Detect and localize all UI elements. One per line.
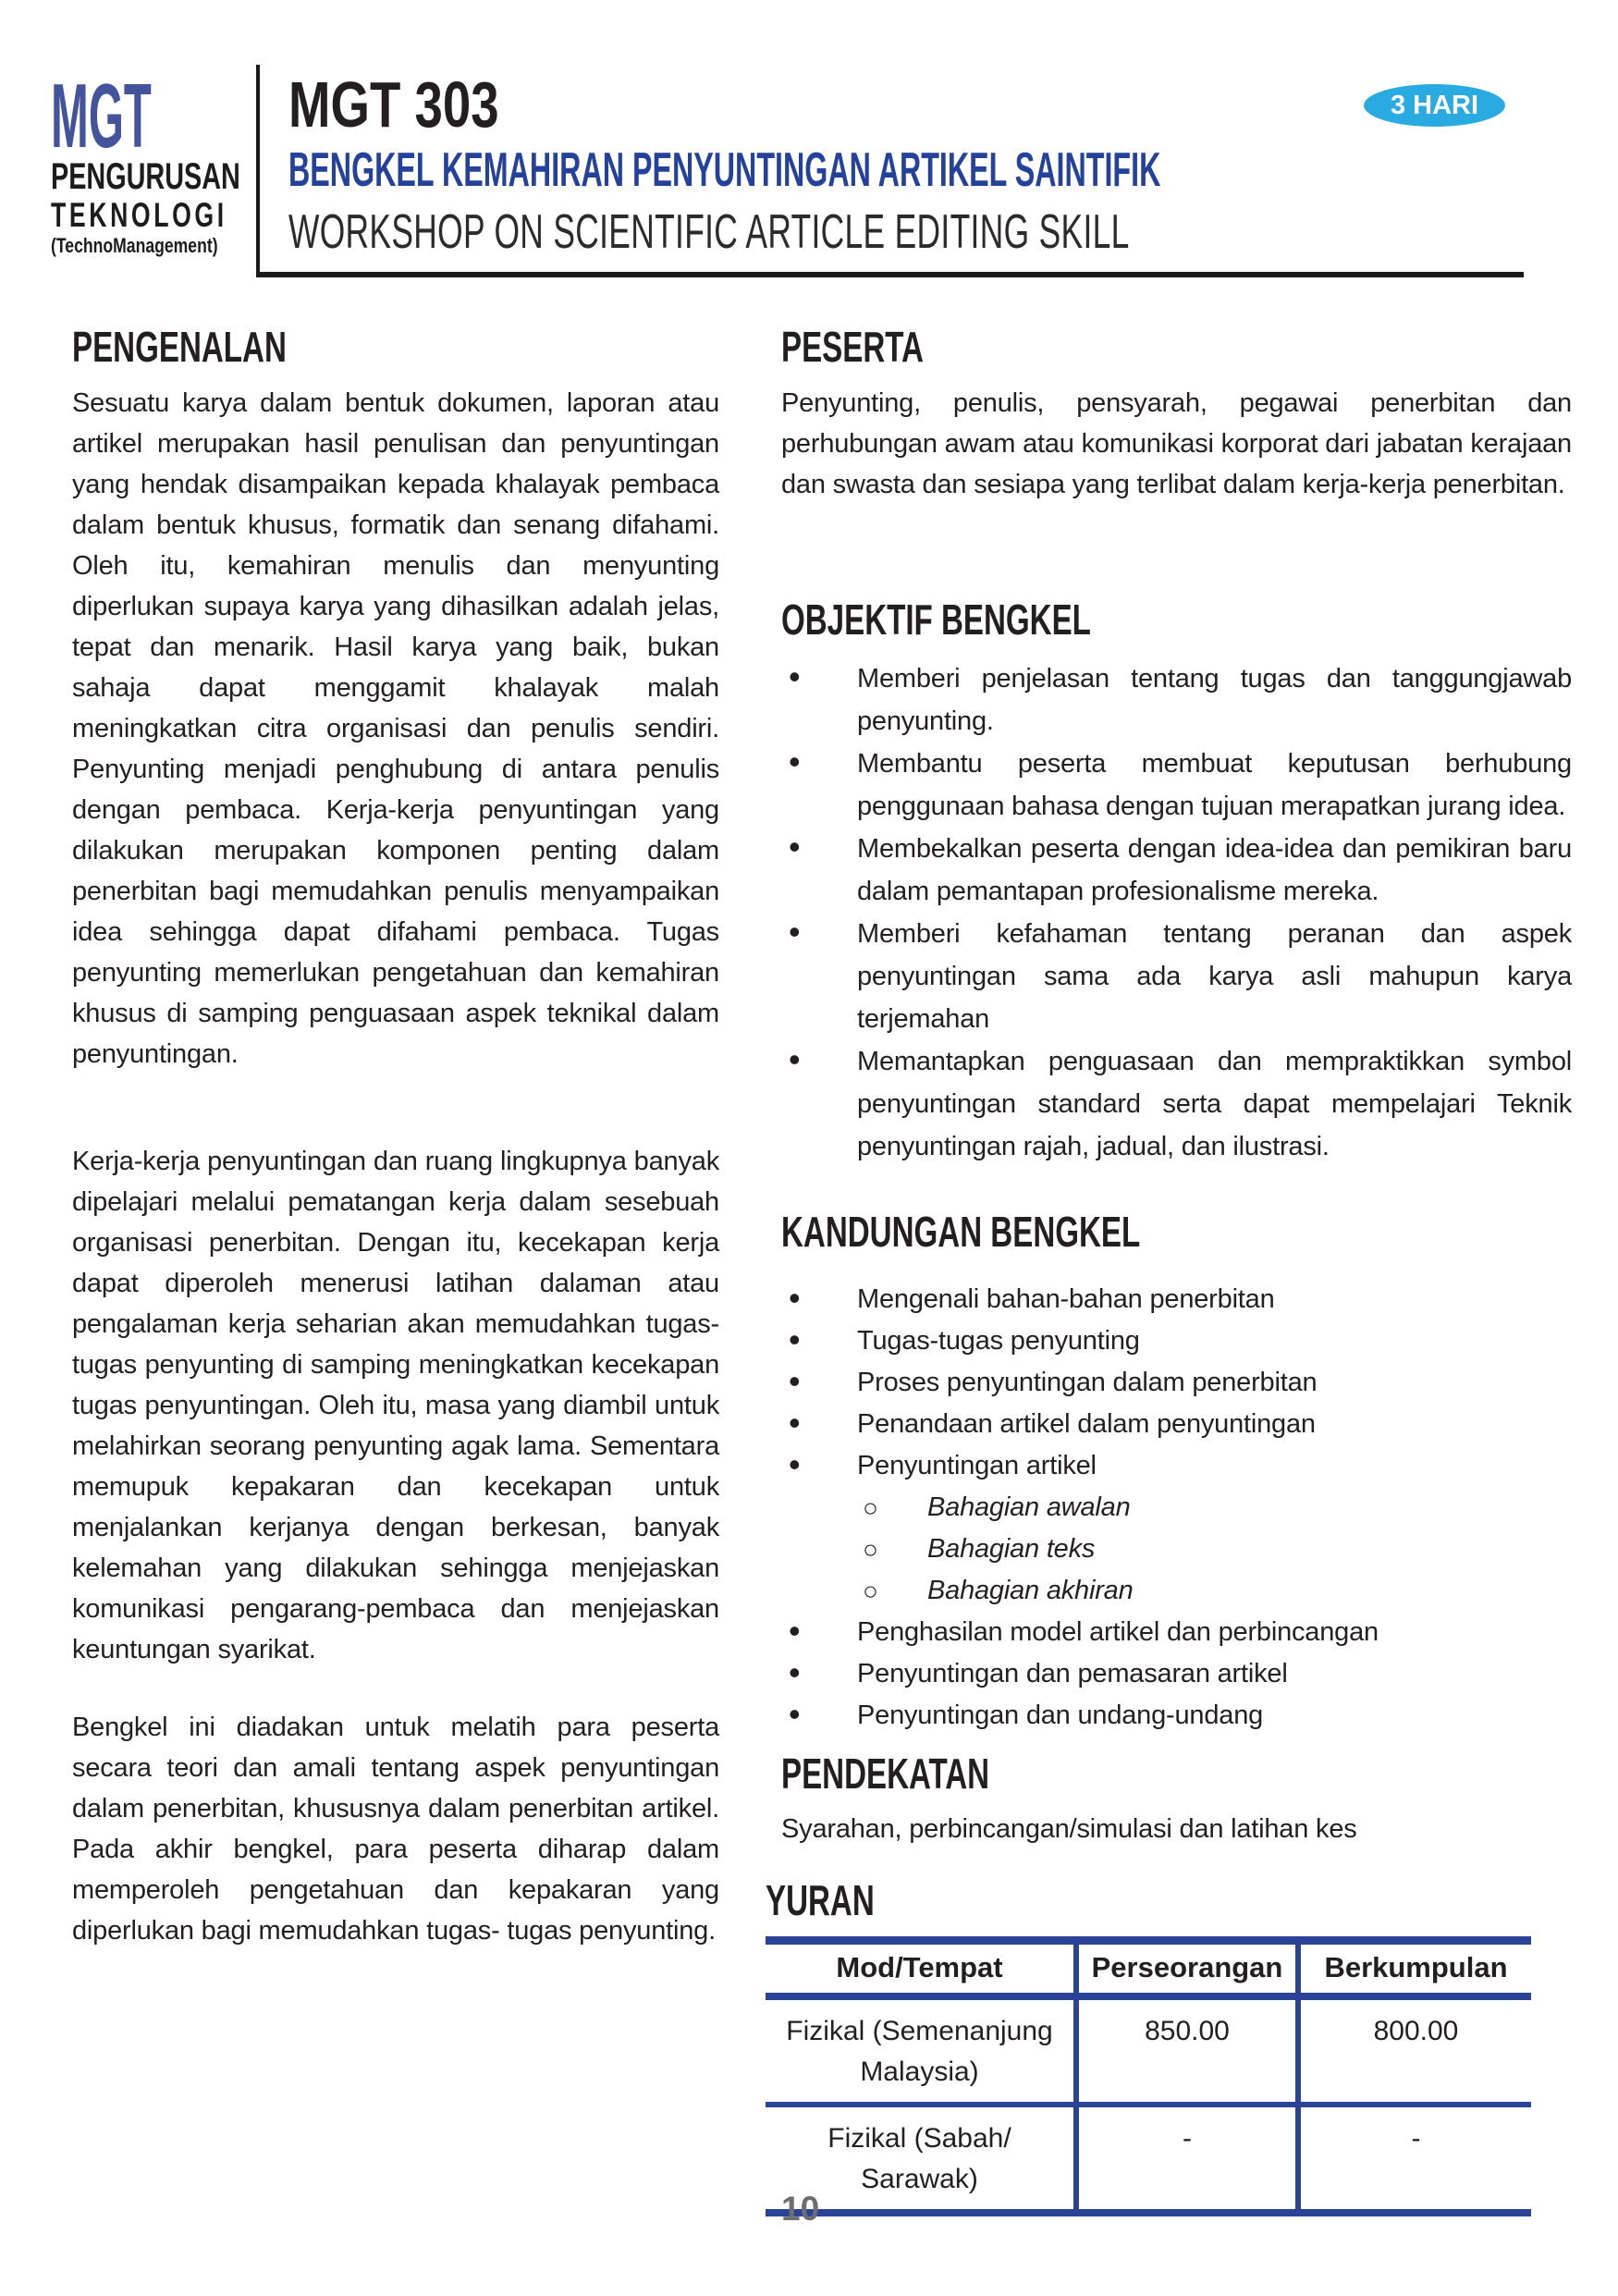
header-horizontal-rule — [256, 272, 1524, 277]
logo-line-pengurusan: PENGURUSAN — [51, 156, 240, 197]
section-peserta — [781, 324, 1572, 505]
bullet-icon: • — [789, 1612, 801, 1650]
kandungan-item — [781, 1612, 1572, 1653]
workshop-title-malay: BENGKEL KEMAHIRAN PENYUNTINGAN ARTIKEL SAINTIFIK — [288, 143, 1161, 197]
logo-acronym: MGT — [51, 65, 152, 166]
kandungan-sub-item — [781, 1529, 1572, 1570]
header-vertical-rule — [256, 65, 260, 274]
kandungan-sub-item — [781, 1570, 1572, 1612]
kandungan-item — [781, 1320, 1572, 1362]
kandungan-sub-item — [781, 1487, 1572, 1529]
section-heading-pengenalan: PENGENALAN — [72, 323, 287, 371]
logo-line-teknologi: TEKNOLOGI — [51, 196, 227, 234]
bullet-icon: • — [789, 743, 801, 780]
sub-bullet-icon: ○ — [863, 1577, 878, 1605]
section-heading-peserta: PESERTA — [781, 323, 924, 371]
section-yuran — [766, 1877, 1531, 2216]
pengenalan-paragraph: Kerja-kerja penyuntingan dan ruang lingkupnya banyak dipelajari melalui pematangan kerja dalam sesebuah organisasi penerbitan. Dengan itu, kecekapan kerja dapat diperoleh menerusi latihan dalaman atau pengalaman kerja seharian akan memudahkan tugas-tugas penyunting di samping meningkatkan kecekapan tugas penyuntingan. Oleh itu, masa yang diambil untuk melahirkan seorang penyunting agak lama. Sementara memupuk kepakaran dan kecekapan untuk menjalankan kerjanya dengan berkesan, banyak kelemahan yang dilakukan sehingga menjejaskan komunikasi pengarang-pembaca dan menjejaskan keuntungan syarikat. — [72, 1147, 719, 1664]
bullet-icon: • — [789, 828, 801, 866]
fee-table-column-header: Berkumpulan — [1298, 1941, 1531, 1997]
bullet-icon: • — [789, 1445, 801, 1483]
section-heading-pendekatan: PENDEKATAN — [781, 1750, 990, 1798]
objektif-bullet-text: Membantu peserta membuat keputusan berhubung penggunaan bahasa dengan tujuan merapatkan jurang idea. — [857, 749, 1572, 821]
fee-table-cell: - — [1076, 2105, 1298, 2213]
objektif-bullet-text: Memberi kefahaman tentang peranan dan aspek penyuntingan sama ada karya asli mahupun karya terjemahan — [857, 919, 1572, 1034]
fee-table-cell: 800.00 — [1298, 1996, 1531, 2105]
objektif-bullet-item — [781, 657, 1572, 743]
kandungan-item-text: Penghasilan model artikel dan perbincangan — [857, 1617, 1379, 1647]
section-pendekatan — [781, 1750, 1572, 1849]
fee-table-cell: 850.00 — [1076, 1996, 1298, 2105]
kandungan-item-text: Bahagian awalan — [927, 1492, 1131, 1522]
objektif-bullet-text: Memberi penjelasan tentang tugas dan tanggungjawab penyunting. — [857, 664, 1572, 736]
logo-line-technomanagement: (TechnoManagement) — [51, 234, 218, 257]
section-heading-yuran: YURAN — [766, 1876, 875, 1924]
mgt-logo — [51, 65, 313, 257]
bullet-icon: • — [789, 1404, 801, 1442]
kandungan-item-text: Bahagian teks — [927, 1534, 1096, 1564]
kandungan-item — [781, 1653, 1572, 1695]
sub-bullet-icon: ○ — [863, 1493, 878, 1522]
section-kandungan — [781, 1209, 1572, 1737]
objektif-bullet-item — [781, 1040, 1572, 1168]
kandungan-item-text: Tugas-tugas penyunting — [857, 1326, 1140, 1356]
pengenalan-paragraph: Bengkel ini diadakan untuk melatih para peserta secara teori dan amali tentang aspek penyuntingan dalam penerbitan, khususnya dalam penerbitan artikel. Pada akhir bengkel, para peserta diharap dalam memperoleh pengetahuan dan kepakaran yang diperlukan bagi memudahkan tugas- tugas penyunting. — [72, 1713, 719, 1946]
kandungan-item-text: Penyuntingan artikel — [857, 1451, 1097, 1480]
section-heading-kandungan: KANDUNGAN BENGKEL — [781, 1208, 1141, 1256]
objektif-bullet-text: Memantapkan penguasaan dan mempraktikkan symbol penyuntingan standard serta dapat mempelajari Teknik penyuntingan rajah, jadual, dan ilustrasi. — [857, 1047, 1572, 1161]
objektif-bullet-item — [781, 913, 1572, 1040]
workshop-title-english: WORKSHOP ON SCIENTIFIC ARTICLE EDITING SKILL — [288, 205, 1130, 259]
fee-table-body — [766, 1996, 1531, 2213]
kandungan-item — [781, 1445, 1572, 1487]
fee-table-header-row — [766, 1941, 1531, 1997]
pendekatan-paragraph: Syarahan, perbincangan/simulasi dan latihan kes — [781, 1814, 1357, 1844]
pengenalan-paragraphs — [72, 383, 719, 1951]
bullet-icon: • — [789, 1695, 801, 1733]
objektif-bullet-text: Membekalkan peserta dengan idea-idea dan pemikiran baru dalam pemantapan profesionalisme mereka. — [857, 834, 1572, 906]
fee-table-column-header: Mod/Tempat — [766, 1941, 1076, 1997]
kandungan-item — [781, 1362, 1572, 1404]
objektif-bullet-item — [781, 828, 1572, 913]
course-code: MGT 303 — [288, 68, 499, 141]
sub-bullet-icon: ○ — [863, 1535, 878, 1564]
section-objektif — [781, 596, 1572, 1168]
bullet-icon: • — [789, 913, 801, 951]
bullet-icon: • — [789, 1040, 801, 1078]
fee-table-cell: Fizikal (Sabah/ Sarawak) — [827, 2123, 1011, 2194]
bullet-icon: • — [789, 657, 801, 695]
kandungan-item-text: Penyuntingan dan undang-undang — [857, 1701, 1264, 1730]
peserta-paragraph: Penyunting, penulis, pensyarah, pegawai penerbitan dan perhubungan awam atau komunikasi korporat dari jabatan kerajaan dan swasta dan sesiapa yang terlibat dalam kerja-kerja penerbitan. — [781, 388, 1572, 499]
objektif-bullet-item — [781, 743, 1572, 828]
kandungan-item — [781, 1404, 1572, 1445]
fee-table-row — [766, 1996, 1531, 2105]
bullet-icon: • — [789, 1653, 801, 1691]
fee-table-cell: - — [1298, 2105, 1531, 2213]
objektif-bullet-list — [781, 657, 1572, 1168]
pengenalan-paragraph: Sesuatu karya dalam bentuk dokumen, laporan atau artikel merupakan hasil penulisan dan penyuntingan yang hendak disampaikan kepada khalayak pembaca dalam bentuk khusus, formatik dan senang difahami. Oleh itu, kemahiran menulis dan menyunting diperlukan supaya karya yang dihasilkan adalah jelas, tepat dan menarik. Hasil karya yang baik, bukan sahaja dapat menggamit khalayak malah meningkatkan citra organisasi dan penulis sendiri. Penyunting menjadi penghubung di antara penulis dengan pembaca. Kerja-kerja penyuntingan yang dilakukan merupakan komponen penting dalam penerbitan bagi memudahkan penulis menyampaikan idea sehingga dapat difahami pembaca. Tugas penyunting memerlukan pengetahuan dan kemahiran khusus di samping penguasaan aspek teknikal dalam penyuntingan. — [72, 388, 719, 1069]
kandungan-item-text: Penyuntingan dan pemasaran artikel — [857, 1659, 1288, 1688]
section-heading-objektif: OBJEKTIF BENGKEL — [781, 595, 1091, 644]
duration-badge: 3 HARI — [1364, 84, 1505, 127]
bullet-icon: • — [789, 1320, 801, 1358]
fee-table — [766, 1936, 1531, 2216]
bullet-icon: • — [789, 1362, 801, 1400]
kandungan-item — [781, 1279, 1572, 1320]
kandungan-item-text: Proses penyuntingan dalam penerbitan — [857, 1368, 1318, 1397]
kandungan-item-text: Penandaan artikel dalam penyuntingan — [857, 1409, 1316, 1439]
kandungan-item — [781, 1695, 1572, 1737]
kandungan-item-text: Mengenali bahan-bahan penerbitan — [857, 1284, 1275, 1314]
fee-table-row — [766, 2105, 1531, 2213]
kandungan-item-text: Bahagian akhiran — [927, 1576, 1134, 1605]
kandungan-item-list — [781, 1279, 1572, 1737]
bullet-icon: • — [789, 1279, 801, 1317]
fee-table-header — [766, 1941, 1531, 1997]
left-column — [72, 324, 719, 1951]
fee-table-column-header: Perseorangan — [1076, 1941, 1298, 1997]
page-number: 10 — [781, 2190, 820, 2228]
fee-table-cell: Fizikal (Semenanjung Malaysia) — [766, 1996, 1076, 2105]
